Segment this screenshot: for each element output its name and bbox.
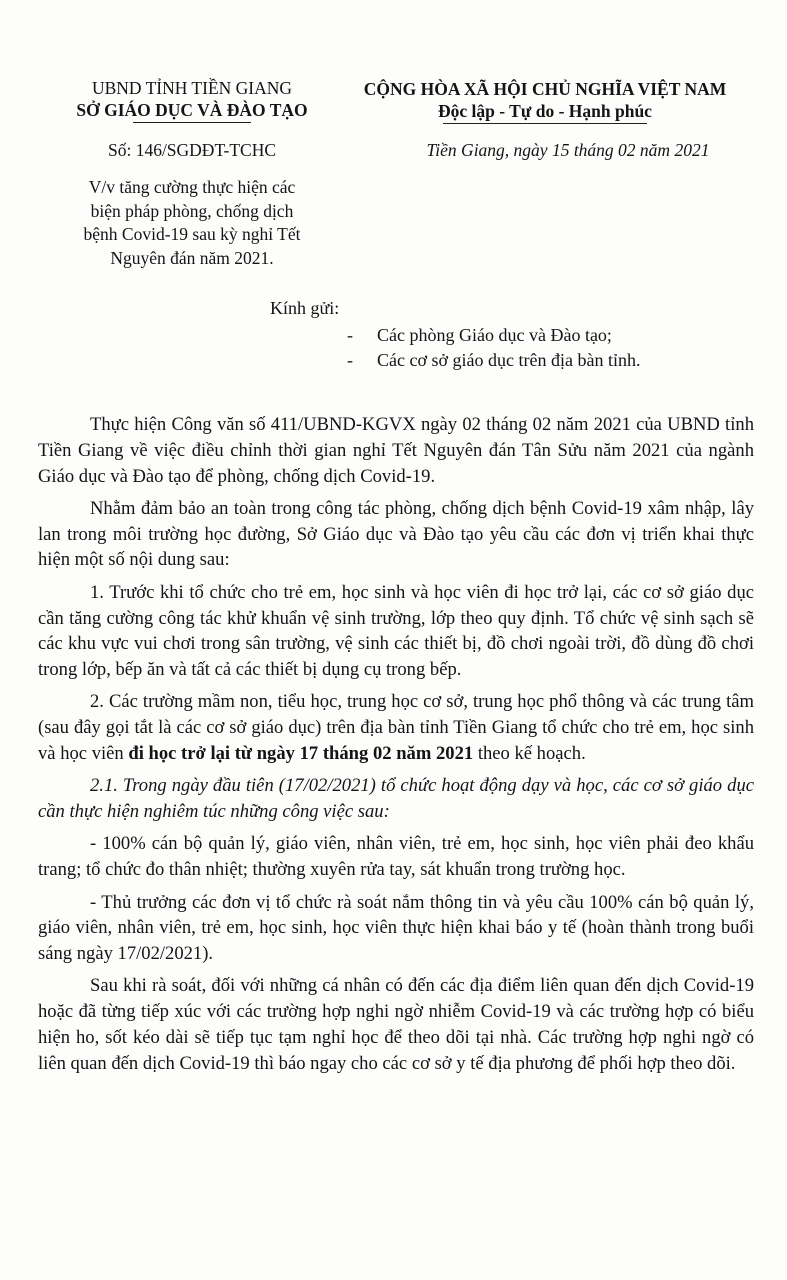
body-paragraph: - 100% cán bộ quản lý, giáo viên, nhân viên, trẻ em, học sinh, học viên phải đeo khẩu trang; tổ chức đo thân nhiệt; thường xuyên rửa tay, sát khuẩn trong trường học. bbox=[38, 833, 754, 881]
paragraph-text: 2. Các trường mầm non, tiểu học, trung học cơ sở, trung học phổ thông và các trung tâm (sau đây gọi tắt là các cơ sở giáo dục) trên địa bàn tỉnh Tiền Giang tổ chức cho trẻ em, học sinh và học viên bbox=[38, 691, 754, 765]
body-paragraph bbox=[38, 689, 754, 766]
recipient-bullet: - bbox=[347, 350, 353, 370]
body-paragraph: Sau khi rà soát, đối với những cá nhân có đến các địa điểm liên quan đến dịch Covid-19 hoặc đã từng tiếp xúc với các trường hợp nghi ngờ nhiễm Covid-19 và các trường hợp có biểu hiện ho, sốt kéo dài sẽ tiếp tục tạm nghỉ học để theo dõi tại nhà. Các trường hợp nghi ngờ có liên quan đến dịch Covid-19 thì báo ngay cho các cơ sở y tế địa phương để phối hợp theo dõi. bbox=[38, 975, 754, 1074]
issuing-department: SỞ GIÁO DỤC VÀ ĐÀO TẠO bbox=[76, 100, 308, 120]
body-paragraph: 1. Trước khi tổ chức cho trẻ em, học sinh và học viên đi học trở lại, các cơ sở giáo dục cần tăng cường công tác khử khuẩn vệ sinh trường, lớp theo quy định. Tổ chức vệ sinh sạch sẽ các khu vực vui chơi trong sân trường, vệ sinh các thiết bị, đồ chơi ngoài trời, đồ dùng đồ chơi trong lớp, bếp ăn và tất cả các thiết bị dụng cụ trong bếp. bbox=[38, 581, 754, 681]
recipient-bullet: - bbox=[347, 325, 353, 345]
emphasized-text: đi học trở lại từ ngày 17 tháng 02 năm 2021 bbox=[128, 743, 474, 765]
parent-authority: UBND TỈNH TIỀN GIANG bbox=[91, 78, 293, 98]
subject-line: bệnh Covid-19 sau kỳ nghỉ Tết bbox=[83, 224, 301, 244]
body-paragraph: Nhằm đảm bảo an toàn trong công tác phòng, chống dịch bệnh Covid-19 xâm nhập, lây lan trong môi trường học đường, Sở Giáo dục và Đào tạo yêu cầu các đơn vị triển khai thực hiện một số nội dung sau: bbox=[38, 497, 754, 571]
document-subject bbox=[42, 176, 342, 270]
recipient-item bbox=[347, 350, 640, 371]
recipient-label: Các cơ sở giáo dục trên địa bàn tỉnh. bbox=[377, 350, 641, 370]
subject-line: Nguyên đán năm 2021. bbox=[110, 247, 274, 268]
document-number: Số: 146/SGDĐT-TCHC bbox=[107, 140, 277, 160]
national-motto: Độc lập - Tự do - Hạnh phúc bbox=[438, 101, 652, 121]
paragraph-text: theo kế hoạch. bbox=[473, 743, 586, 765]
document-date: Tiền Giang, ngày 15 tháng 02 năm 2021 bbox=[426, 140, 710, 160]
motto-underline bbox=[443, 123, 647, 124]
department-underline bbox=[133, 122, 251, 123]
salutation: Kính gửi: bbox=[270, 298, 340, 318]
body-paragraph: - Thủ trưởng các đơn vị tổ chức rà soát nắm thông tin và yêu cầu 100% cán bộ quản lý, giáo viên, nhân viên, trẻ em, học sinh, học viên thực hiện khai báo y tế (hoàn thành trong buổi sáng ngày 17/02/2021). bbox=[38, 891, 754, 965]
body-paragraph: Thực hiện Công văn số 411/UBND-KGVX ngày 02 tháng 02 năm 2021 của UBND tỉnh Tiền Giang về việc điều chỉnh thời gian nghỉ Tết Nguyên đán Tân Sửu năm 2021 của ngành Giáo dục và Đào tạo để phòng, chống dịch Covid-19. bbox=[38, 414, 754, 487]
recipient-item bbox=[347, 325, 612, 346]
nation-title: CỘNG HÒA XÃ HỘI CHỦ NGHĨA VIỆT NAM bbox=[363, 79, 727, 99]
recipient-label: Các phòng Giáo dục và Đào tạo; bbox=[377, 325, 612, 345]
subject-line: biện pháp phòng, chống dịch bbox=[90, 200, 294, 221]
subsection-heading: 2.1. Trong ngày đầu tiên (17/02/2021) tổ chức hoạt động dạy và học, các cơ sở giáo dục cần thực hiện nghiêm túc những công việc sau: bbox=[38, 775, 754, 823]
national-heading bbox=[325, 78, 765, 124]
subject-line: V/v tăng cường thực hiện các bbox=[88, 177, 296, 197]
issuing-authority bbox=[42, 78, 342, 123]
document-body bbox=[38, 412, 754, 1083]
